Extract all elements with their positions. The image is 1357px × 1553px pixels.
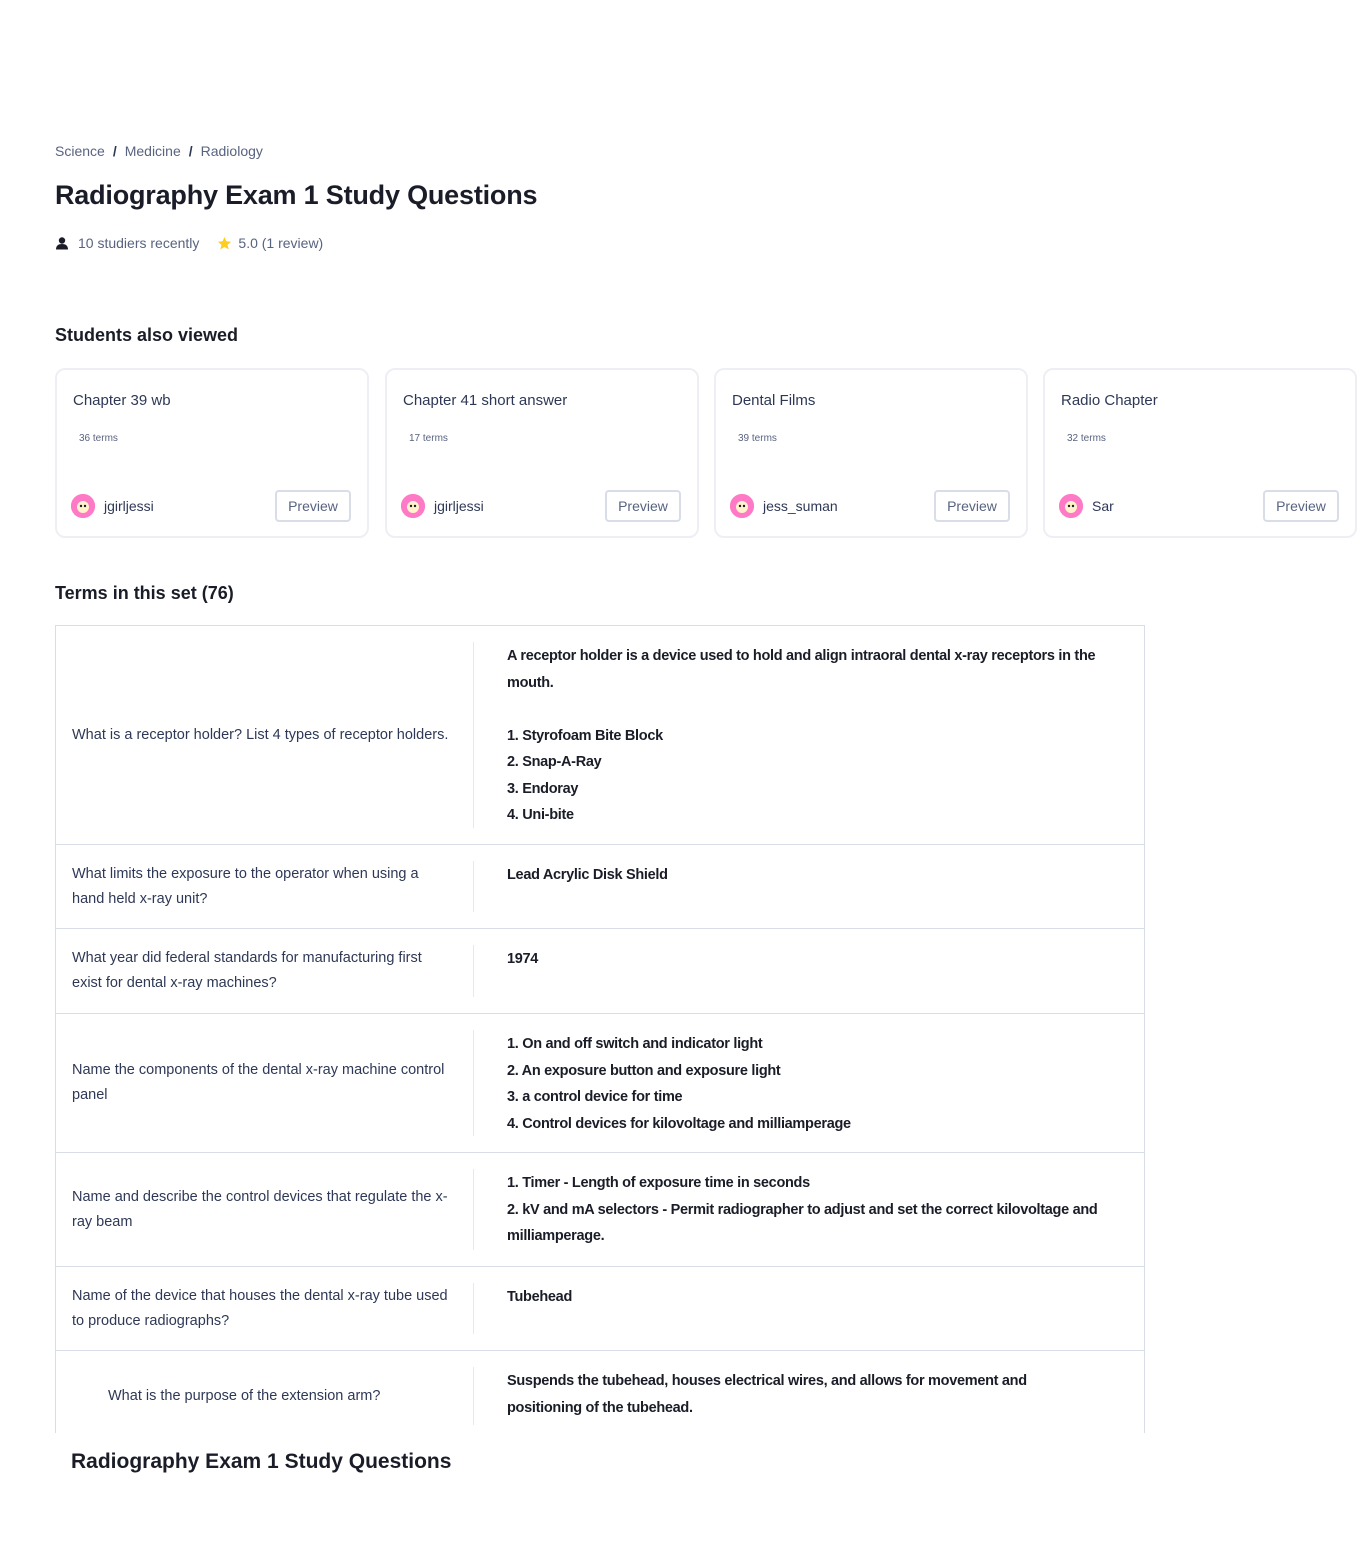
term-row bbox=[56, 845, 1144, 929]
avatar bbox=[71, 494, 95, 518]
term-text: What is a receptor holder? List 4 types of receptor holders. bbox=[72, 726, 449, 743]
avatar bbox=[730, 494, 754, 518]
term-text: What is the purpose of the extension arm? bbox=[108, 1387, 381, 1404]
terms-heading: Terms in this set (76) bbox=[55, 583, 234, 603]
card-terms: 17 terms bbox=[409, 433, 448, 444]
term-row bbox=[56, 626, 1144, 845]
breadcrumb-separator: / bbox=[112, 143, 117, 159]
related-set-card[interactable] bbox=[714, 368, 1028, 538]
term-text: Name of the device that houses the dental x-ray tube used to produce radiographs? bbox=[72, 1287, 448, 1329]
breadcrumb-link-science[interactable]: Science bbox=[55, 143, 105, 159]
definition-text: Tubehead bbox=[507, 1289, 573, 1305]
card-title: Chapter 39 wb bbox=[73, 392, 171, 409]
term-row bbox=[56, 1014, 1144, 1153]
preview-button[interactable]: Preview bbox=[605, 490, 681, 522]
definition-text: Lead Acrylic Disk Shield bbox=[507, 867, 668, 883]
card-terms: 39 terms bbox=[738, 433, 777, 444]
card-title: Radio Chapter bbox=[1061, 392, 1158, 409]
card-title: Chapter 41 short answer bbox=[403, 392, 568, 409]
term-text: What limits the exposure to the operator when using a hand held x-ray unit? bbox=[72, 865, 419, 907]
preview-button[interactable]: Preview bbox=[934, 490, 1010, 522]
term-text: What year did federal standards for manufacturing first exist for dental x-ray machines? bbox=[72, 950, 422, 991]
card-terms: 32 terms bbox=[1067, 433, 1106, 444]
rating-text[interactable]: 5.0 (1 review) bbox=[238, 235, 324, 251]
star-icon bbox=[217, 236, 232, 251]
term-row bbox=[56, 1351, 1144, 1441]
term-row bbox=[56, 1153, 1144, 1267]
definition-text: 1974 bbox=[507, 951, 539, 967]
set-meta bbox=[55, 235, 323, 251]
term-row bbox=[56, 1267, 1144, 1351]
definition-text: A receptor holder is a device used to hold and align intraoral dental x-ray receptors in the mouth. 1. Styrofoam Bite Block 2. Snap-A-Ray 3. Endoray 4. Uni-bite bbox=[507, 648, 1096, 823]
breadcrumb-separator: / bbox=[188, 143, 193, 159]
related-set-card[interactable] bbox=[55, 368, 369, 538]
avatar bbox=[401, 494, 425, 518]
related-set-card[interactable] bbox=[385, 368, 699, 538]
related-set-card[interactable] bbox=[1043, 368, 1357, 538]
breadcrumb-link-radiology[interactable]: Radiology bbox=[200, 143, 263, 159]
definition-text: 1. On and off switch and indicator light 2. An exposure button and exposure light 3. a control device for time 4. Control devices for kilovoltage and milliamperage bbox=[507, 1036, 851, 1132]
card-username[interactable]: jgirljessi bbox=[434, 498, 484, 514]
user-icon bbox=[55, 236, 69, 250]
avatar bbox=[1059, 494, 1083, 518]
related-sets-carousel bbox=[73, 368, 1326, 540]
definition-text: Suspends the tubehead, houses electrical wires, and allows for movement and positioning of the tubehead. bbox=[507, 1373, 1027, 1416]
card-username[interactable]: Sar bbox=[1092, 498, 1114, 514]
card-title: Dental Films bbox=[732, 392, 816, 409]
term-text: Name the components of the dental x-ray machine control panel bbox=[72, 1062, 445, 1103]
card-terms: 36 terms bbox=[79, 433, 118, 444]
breadcrumb bbox=[55, 143, 263, 159]
students-also-viewed-heading: Students also viewed bbox=[55, 325, 239, 345]
preview-button[interactable]: Preview bbox=[1263, 490, 1339, 522]
definition-text: 1. Timer - Length of exposure time in seconds 2. kV and mA selectors - Permit radiographer to adjust and set the correct kilovoltage and milliamperage. bbox=[507, 1175, 1098, 1244]
card-username[interactable]: jgirljessi bbox=[104, 498, 154, 514]
page-title: Radiography Exam 1 Study Questions bbox=[55, 180, 538, 210]
preview-button[interactable]: Preview bbox=[275, 490, 351, 522]
card-username[interactable]: jess_suman bbox=[763, 498, 838, 514]
footer-set-title: Radiography Exam 1 Study Questions bbox=[71, 1450, 452, 1473]
studiers-count: 10 studiers recently bbox=[78, 235, 200, 251]
term-text: Name and describe the control devices that regulate the x-ray beam bbox=[72, 1188, 448, 1230]
term-row bbox=[56, 929, 1144, 1014]
terms-table bbox=[55, 625, 1145, 1433]
breadcrumb-link-medicine[interactable]: Medicine bbox=[124, 143, 181, 159]
